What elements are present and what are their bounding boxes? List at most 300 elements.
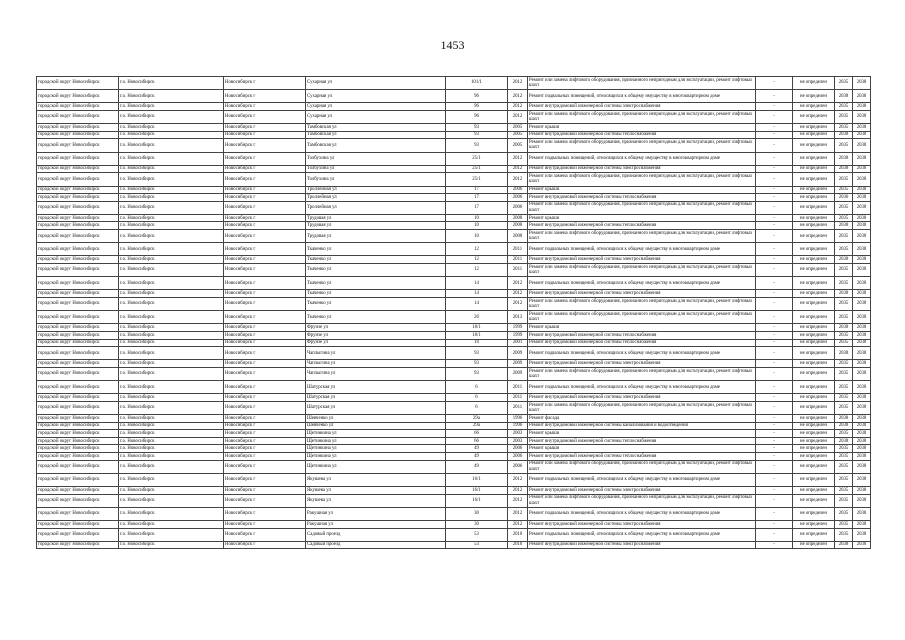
district-cell: городской округ Новосибирск (37, 124, 119, 132)
work-type-cell: Ремонт или замена лифтового оборудования, признанного непригодным для эксплуатации, ремонт лифтовых шахт (528, 401, 756, 414)
house-cell: 66 (446, 437, 508, 445)
cost-cell: не определен (793, 521, 835, 529)
dash-cell: - (756, 331, 793, 339)
house-cell: 93 (446, 124, 508, 132)
year-from-cell: 2035 (835, 460, 853, 473)
street-cell: Щетинкина ул (306, 437, 446, 445)
cost-cell: не определен (793, 165, 835, 173)
house-cell: 16/1 (446, 487, 508, 495)
table-row (37, 264, 871, 277)
cost-cell: не определен (793, 437, 835, 445)
city-cell: Новосибирск г (224, 473, 306, 486)
year-from-cell: 2035 (835, 401, 853, 414)
year-cell: 2009 (508, 347, 528, 360)
street-cell: Сухарная ул (306, 110, 446, 123)
street-cell: Шевченко ул (306, 422, 446, 430)
year-cell: 2005 (508, 139, 528, 152)
street-cell: Садовый проезд (306, 541, 446, 549)
dash-cell: - (756, 243, 793, 256)
dash-cell: - (756, 298, 793, 311)
dash-cell: - (756, 290, 793, 298)
year-cell: 2006 (508, 194, 528, 202)
cost-cell: не определен (793, 201, 835, 214)
street-cell: Трудовая ул (306, 230, 446, 243)
year-cell: 2011 (508, 264, 528, 277)
dash-cell: - (756, 541, 793, 549)
table-row (37, 339, 871, 347)
table-row (37, 360, 871, 368)
work-type-cell: Ремонт подвальных помещений, относящихся к общему имуществу в многоквартирном доме (528, 381, 756, 394)
settlement-cell: г.о. Новосибирск (119, 103, 224, 111)
year-to-cell: 2038 (853, 437, 871, 445)
settlement-cell: г.о. Новосибирск (119, 324, 224, 332)
house-cell: 6 (446, 381, 508, 394)
district-cell: городской округ Новосибирск (37, 290, 119, 298)
work-type-cell: Ремонт или замена лифтового оборудования, признанного непригодным для эксплуатации, ремонт лифтовых шахт (528, 139, 756, 152)
work-type-cell: Ремонт подвальных помещений, относящихся к общему имуществу в многоквартирном доме (528, 473, 756, 486)
district-cell: городской округ Новосибирск (37, 460, 119, 473)
dash-cell: - (756, 521, 793, 529)
year-to-cell: 2038 (853, 298, 871, 311)
work-type-cell: Ремонт подвальных помещений, относящихся к общему имуществу в многоквартирном доме (528, 528, 756, 541)
street-cell: Ткаченко ул (306, 264, 446, 277)
house-cell: 29а (446, 422, 508, 430)
table-row (37, 487, 871, 495)
dash-cell: - (756, 460, 793, 473)
year-cell: 2010 (508, 541, 528, 549)
year-to-cell: 2038 (853, 347, 871, 360)
dash-cell: - (756, 437, 793, 445)
city-cell: Новосибирск г (224, 131, 306, 139)
year-from-cell: 2035 (835, 487, 853, 495)
district-cell: городской округ Новосибирск (37, 331, 119, 339)
street-cell: Троллейная ул (306, 201, 446, 214)
district-cell: городской округ Новосибирск (37, 422, 119, 430)
city-cell: Новосибирск г (224, 422, 306, 430)
settlement-cell: г.о. Новосибирск (119, 201, 224, 214)
year-from-cell: 2038 (835, 131, 853, 139)
dash-cell: - (756, 201, 793, 214)
year-from-cell: 2035 (835, 139, 853, 152)
year-from-cell: 2035 (835, 430, 853, 438)
table-row (37, 173, 871, 186)
year-from-cell: 2038 (835, 290, 853, 298)
house-cell: 29а (446, 415, 508, 423)
cost-cell: не определен (793, 381, 835, 394)
settlement-cell: г.о. Новосибирск (119, 152, 224, 165)
street-cell: Щетинкина ул (306, 453, 446, 461)
table-body (37, 77, 871, 549)
page-number: 1453 (440, 38, 465, 52)
city-cell: Новосибирск г (224, 256, 306, 264)
table-row (37, 394, 871, 402)
table-row (37, 437, 871, 445)
district-cell: городской округ Новосибирск (37, 541, 119, 549)
year-to-cell: 2038 (853, 453, 871, 461)
street-cell: Троллейная ул (306, 194, 446, 202)
year-cell: 2012 (508, 165, 528, 173)
year-to-cell: 2038 (853, 311, 871, 324)
cost-cell: не определен (793, 110, 835, 123)
city-cell: Новосибирск г (224, 367, 306, 380)
dash-cell: - (756, 324, 793, 332)
house-cell: 12 (446, 264, 508, 277)
dash-cell: - (756, 186, 793, 194)
dash-cell: - (756, 110, 793, 123)
street-cell: Якушева ул (306, 487, 446, 495)
house-cell: 49 (446, 460, 508, 473)
year-from-cell: 2035 (835, 360, 853, 368)
city-cell: Новосибирск г (224, 194, 306, 202)
district-cell: городской округ Новосибирск (37, 103, 119, 111)
street-cell: Фрунзе ул (306, 324, 446, 332)
year-from-cell: 2035 (835, 214, 853, 222)
street-cell: Ткаченко ул (306, 298, 446, 311)
table-row (37, 473, 871, 486)
cost-cell: не определен (793, 152, 835, 165)
house-cell: 96 (446, 103, 508, 111)
house-cell: 93 (446, 139, 508, 152)
settlement-cell: г.о. Новосибирск (119, 381, 224, 394)
year-cell: 2012 (508, 110, 528, 123)
work-type-cell: Ремонт или замена лифтового оборудования, признанного непригодным для эксплуатации, ремонт лифтовых шахт (528, 201, 756, 214)
city-cell: Новосибирск г (224, 394, 306, 402)
year-from-cell: 2038 (835, 324, 853, 332)
cost-cell: не определен (793, 507, 835, 520)
work-type-cell: Ремонт подвальных помещений, относящихся к общему имуществу в многоквартирном доме (528, 507, 756, 520)
table-row (37, 124, 871, 132)
street-cell: Ткаченко ул (306, 311, 446, 324)
street-cell: Ткаченко ул (306, 290, 446, 298)
year-cell: 2011 (508, 256, 528, 264)
street-cell: Сухарная ул (306, 77, 446, 90)
year-cell: 2013 (508, 311, 528, 324)
cost-cell: не определен (793, 430, 835, 438)
dash-cell: - (756, 152, 793, 165)
cost-cell: не определен (793, 230, 835, 243)
house-cell: 17 (446, 194, 508, 202)
dash-cell: - (756, 214, 793, 222)
work-type-cell: Ремонт внутридомовой инженерной системы теплоснабжения (528, 339, 756, 347)
house-cell: 26 (446, 311, 508, 324)
street-cell: Чаплыгина ул (306, 347, 446, 360)
house-cell: 16/1 (446, 494, 508, 507)
settlement-cell: г.о. Новосибирск (119, 422, 224, 430)
year-cell: 2006 (508, 445, 528, 453)
district-cell: городской округ Новосибирск (37, 339, 119, 347)
settlement-cell: г.о. Новосибирск (119, 311, 224, 324)
year-from-cell: 2035 (835, 311, 853, 324)
street-cell: Шатурская ул (306, 401, 446, 414)
cost-cell: не определен (793, 422, 835, 430)
district-cell: городской округ Новосибирск (37, 165, 119, 173)
year-to-cell: 2038 (853, 324, 871, 332)
house-cell: 25/1 (446, 152, 508, 165)
city-cell: Новосибирск г (224, 339, 306, 347)
year-to-cell: 2038 (853, 367, 871, 380)
street-cell: Трудовая ул (306, 222, 446, 230)
dash-cell: - (756, 507, 793, 520)
year-cell: 1996 (508, 422, 528, 430)
street-cell: Сухарная ул (306, 103, 446, 111)
cost-cell: не определен (793, 173, 835, 186)
year-cell: 2006 (508, 186, 528, 194)
table-row (37, 298, 871, 311)
year-from-cell: 2035 (835, 230, 853, 243)
cost-cell: не определен (793, 77, 835, 90)
district-cell: городской округ Новосибирск (37, 473, 119, 486)
dash-cell: - (756, 381, 793, 394)
settlement-cell: г.о. Новосибирск (119, 460, 224, 473)
dash-cell: - (756, 222, 793, 230)
city-cell: Новосибирск г (224, 277, 306, 290)
year-from-cell: 2035 (835, 298, 853, 311)
cost-cell: не определен (793, 103, 835, 111)
table-row (37, 90, 871, 103)
settlement-cell: г.о. Новосибирск (119, 339, 224, 347)
work-type-cell: Ремонт крыши (528, 445, 756, 453)
city-cell: Новосибирск г (224, 437, 306, 445)
year-to-cell: 2038 (853, 77, 871, 90)
year-cell: 2008 (508, 222, 528, 230)
district-cell: городской округ Новосибирск (37, 494, 119, 507)
street-cell: Чаплыгина ул (306, 367, 446, 380)
street-cell: Тамбовская ул (306, 124, 446, 132)
settlement-cell: г.о. Новосибирск (119, 445, 224, 453)
year-to-cell: 2038 (853, 256, 871, 264)
settlement-cell: г.о. Новосибирск (119, 186, 224, 194)
city-cell: Новосибирск г (224, 541, 306, 549)
work-type-cell: Ремонт или замена лифтового оборудования, признанного непригодным для эксплуатации, ремонт лифтовых шахт (528, 494, 756, 507)
year-to-cell: 2038 (853, 186, 871, 194)
street-cell: Тамбовская ул (306, 139, 446, 152)
year-from-cell: 2035 (835, 243, 853, 256)
house-cell: 66 (446, 430, 508, 438)
year-cell: 2009 (508, 360, 528, 368)
city-cell: Новосибирск г (224, 103, 306, 111)
settlement-cell: г.о. Новосибирск (119, 110, 224, 123)
street-cell: Фрунзе ул (306, 331, 446, 339)
work-type-cell: Ремонт внутридомовой инженерной системы электроснабжения (528, 165, 756, 173)
year-cell: 2005 (508, 124, 528, 132)
year-to-cell: 2038 (853, 201, 871, 214)
table-row (37, 131, 871, 139)
district-cell: городской округ Новосибирск (37, 430, 119, 438)
table-row (37, 165, 871, 173)
city-cell: Новосибирск г (224, 445, 306, 453)
work-type-cell: Ремонт внутридомовой инженерной системы теплоснабжения (528, 437, 756, 445)
street-cell: Толбухина ул (306, 173, 446, 186)
year-from-cell: 2035 (835, 77, 853, 90)
house-cell: 93 (446, 367, 508, 380)
work-type-cell: Ремонт внутридомовой инженерной системы электроснабжения (528, 541, 756, 549)
district-cell: городской округ Новосибирск (37, 152, 119, 165)
city-cell: Новосибирск г (224, 528, 306, 541)
dash-cell: - (756, 415, 793, 423)
dash-cell: - (756, 347, 793, 360)
year-from-cell: 2035 (835, 507, 853, 520)
year-cell: 2012 (508, 103, 528, 111)
dash-cell: - (756, 90, 793, 103)
settlement-cell: г.о. Новосибирск (119, 256, 224, 264)
work-type-cell: Ремонт или замена лифтового оборудования, признанного непригодным для эксплуатации, ремонт лифтовых шахт (528, 460, 756, 473)
year-from-cell: 2038 (835, 165, 853, 173)
settlement-cell: г.о. Новосибирск (119, 214, 224, 222)
year-to-cell: 2038 (853, 381, 871, 394)
district-cell: городской округ Новосибирск (37, 401, 119, 414)
work-type-cell: Ремонт или замена лифтового оборудования, признанного непригодным для эксплуатации, ремонт лифтовых шахт (528, 230, 756, 243)
settlement-cell: г.о. Новосибирск (119, 194, 224, 202)
year-cell: 2012 (508, 173, 528, 186)
year-to-cell: 2038 (853, 290, 871, 298)
year-to-cell: 2038 (853, 487, 871, 495)
work-type-cell: Ремонт крыши (528, 186, 756, 194)
house-cell: 10 (446, 230, 508, 243)
work-type-cell: Ремонт или замена лифтового оборудования, признанного непригодным для эксплуатации, ремонт лифтовых шахт (528, 367, 756, 380)
work-type-cell: Ремонт крыши (528, 324, 756, 332)
cost-cell: не определен (793, 445, 835, 453)
street-cell: Ткаченко ул (306, 277, 446, 290)
year-from-cell: 2035 (835, 173, 853, 186)
year-to-cell: 2038 (853, 422, 871, 430)
year-cell: 2003 (508, 430, 528, 438)
year-to-cell: 2038 (853, 90, 871, 103)
year-cell: 2008 (508, 230, 528, 243)
street-cell: Ткаченко ул (306, 256, 446, 264)
district-cell: городской округ Новосибирск (37, 394, 119, 402)
dash-cell: - (756, 256, 793, 264)
year-cell: 2011 (508, 243, 528, 256)
city-cell: Новосибирск г (224, 230, 306, 243)
cost-cell: не определен (793, 473, 835, 486)
table-row (37, 194, 871, 202)
work-type-cell: Ремонт крыши (528, 214, 756, 222)
year-cell: 2008 (508, 214, 528, 222)
year-to-cell: 2038 (853, 339, 871, 347)
year-to-cell: 2038 (853, 103, 871, 111)
street-cell: Ракушная ул (306, 521, 446, 529)
table-row (37, 103, 871, 111)
district-cell: городской округ Новосибирск (37, 194, 119, 202)
settlement-cell: г.о. Новосибирск (119, 139, 224, 152)
cost-cell: не определен (793, 415, 835, 423)
year-from-cell: 2035 (835, 201, 853, 214)
table-row (37, 453, 871, 461)
street-cell: Щетинкина ул (306, 430, 446, 438)
house-cell: 6 (446, 401, 508, 414)
settlement-cell: г.о. Новосибирск (119, 415, 224, 423)
table-row (37, 311, 871, 324)
dash-cell: - (756, 360, 793, 368)
dash-cell: - (756, 264, 793, 277)
year-from-cell: 2035 (835, 277, 853, 290)
year-cell: 2006 (508, 201, 528, 214)
house-cell: 53 (446, 541, 508, 549)
district-cell: городской округ Новосибирск (37, 528, 119, 541)
dash-cell: - (756, 165, 793, 173)
year-cell: 2006 (508, 453, 528, 461)
work-type-cell: Ремонт подвальных помещений, относящихся к общему имуществу в многоквартирном доме (528, 347, 756, 360)
house-cell: 25/1 (446, 165, 508, 173)
district-cell: городской округ Новосибирск (37, 381, 119, 394)
table-row (37, 201, 871, 214)
house-cell: 12 (446, 256, 508, 264)
cost-cell: не определен (793, 487, 835, 495)
work-type-cell: Ремонт внутридомовой инженерной системы теплоснабжения (528, 194, 756, 202)
table-row (37, 381, 871, 394)
table-row (37, 243, 871, 256)
table-row (37, 430, 871, 438)
table-row (37, 256, 871, 264)
district-cell: городской округ Новосибирск (37, 415, 119, 423)
work-type-cell: Ремонт внутридомовой инженерной системы электроснабжения (528, 394, 756, 402)
table-row (37, 401, 871, 414)
district-cell: городской округ Новосибирск (37, 507, 119, 520)
work-type-cell: Ремонт внутридомовой инженерной системы электроснабжения (528, 290, 756, 298)
work-type-cell: Ремонт внутридомовой инженерной системы канализования и водоотведения (528, 422, 756, 430)
city-cell: Новосибирск г (224, 507, 306, 520)
year-from-cell: 2038 (835, 347, 853, 360)
table-row (37, 152, 871, 165)
work-type-cell: Ремонт или замена лифтового оборудования, признанного непригодным для эксплуатации, ремонт лифтовых шахт (528, 311, 756, 324)
settlement-cell: г.о. Новосибирск (119, 165, 224, 173)
table-row (37, 186, 871, 194)
dash-cell: - (756, 401, 793, 414)
city-cell: Новосибирск г (224, 401, 306, 414)
year-cell: 2005 (508, 131, 528, 139)
table-row (37, 110, 871, 123)
work-type-cell: Ремонт внутридомовой инженерной системы электроснабжения (528, 487, 756, 495)
settlement-cell: г.о. Новосибирск (119, 437, 224, 445)
year-cell: 2012 (508, 90, 528, 103)
dash-cell: - (756, 487, 793, 495)
year-to-cell: 2038 (853, 230, 871, 243)
district-cell: городской округ Новосибирск (37, 311, 119, 324)
dash-cell: - (756, 277, 793, 290)
table-row (37, 460, 871, 473)
house-cell: 93 (446, 360, 508, 368)
city-cell: Новосибирск г (224, 124, 306, 132)
cost-cell: не определен (793, 90, 835, 103)
district-cell: городской округ Новосибирск (37, 521, 119, 529)
cost-cell: не определен (793, 139, 835, 152)
city-cell: Новосибирск г (224, 331, 306, 339)
cost-cell: не определен (793, 256, 835, 264)
dash-cell: - (756, 445, 793, 453)
year-to-cell: 2038 (853, 445, 871, 453)
year-from-cell: 2038 (835, 541, 853, 549)
work-type-cell: Ремонт подвальных помещений, относящихся к общему имуществу в многоквартирном доме (528, 152, 756, 165)
work-type-cell: Ремонт внутридомовой инженерной системы теплоснабжения (528, 222, 756, 230)
year-from-cell: 2035 (835, 264, 853, 277)
settlement-cell: г.о. Новосибирск (119, 298, 224, 311)
year-from-cell: 2035 (835, 124, 853, 132)
cost-cell: не определен (793, 298, 835, 311)
cost-cell: не определен (793, 339, 835, 347)
street-cell: Садовый проезд (306, 528, 446, 541)
city-cell: Новосибирск г (224, 264, 306, 277)
city-cell: Новосибирск г (224, 460, 306, 473)
year-to-cell: 2038 (853, 110, 871, 123)
table-row (37, 331, 871, 339)
district-cell: городской округ Новосибирск (37, 264, 119, 277)
settlement-cell: г.о. Новосибирск (119, 494, 224, 507)
house-cell: 93 (446, 347, 508, 360)
settlement-cell: г.о. Новосибирск (119, 430, 224, 438)
city-cell: Новосибирск г (224, 521, 306, 529)
dash-cell: - (756, 367, 793, 380)
table-row (37, 277, 871, 290)
